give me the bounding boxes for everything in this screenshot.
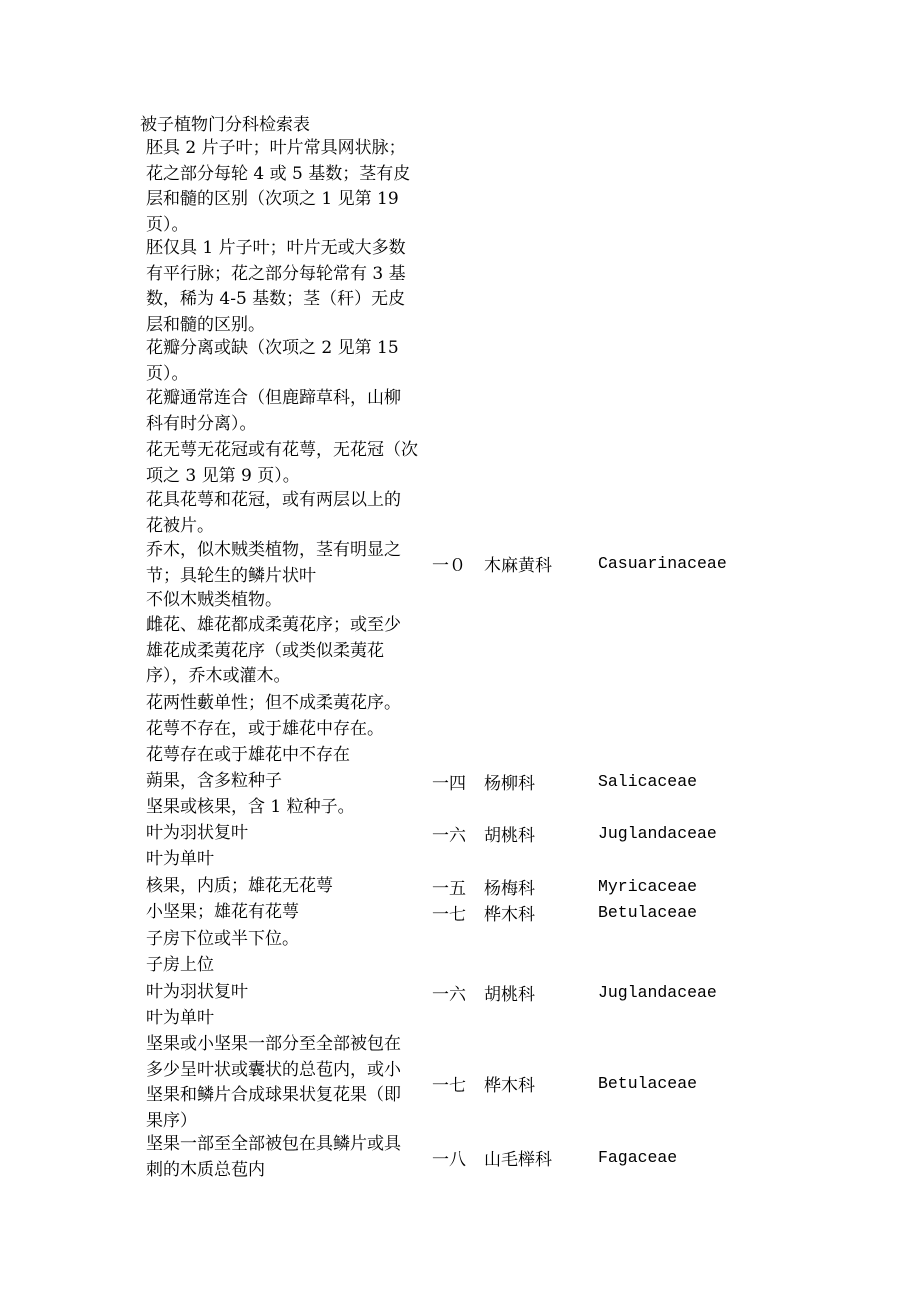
family-chinese-name: 山毛榉科 — [484, 1150, 552, 1170]
description-line: 序），乔木或灌木。 — [146, 666, 291, 686]
family-latin-name: Myricaceae — [598, 877, 698, 897]
key-description — [146, 438, 430, 489]
family-number: 一六 — [432, 985, 466, 1006]
key-description — [146, 795, 430, 821]
key-description — [146, 953, 430, 979]
family-number: 一六 — [432, 826, 466, 847]
key-row — [146, 588, 846, 614]
key-row — [146, 236, 846, 338]
description-line: 叶为单叶 — [146, 849, 214, 869]
description-line: 蒴果，含多粒种子 — [146, 771, 282, 791]
key-description — [146, 136, 430, 238]
description-line: 花两性藪单性；但不成柔荑花序。 — [146, 693, 401, 713]
family-chinese-name: 桦木科 — [484, 1075, 535, 1096]
key-description — [146, 743, 430, 769]
key-row — [146, 769, 846, 795]
description-line: 果序） — [146, 1110, 197, 1131]
key-description — [146, 1032, 430, 1134]
description-line: 页）。 — [146, 214, 189, 235]
description-line: 雌花、雄花都成柔荑花序；或至少 — [146, 615, 401, 635]
key-row — [146, 743, 846, 769]
key-description — [146, 847, 430, 873]
key-row — [146, 538, 846, 589]
family-chinese-name: 胡桃科 — [484, 985, 535, 1006]
key-description — [146, 900, 430, 926]
key-description — [146, 874, 430, 900]
key-description — [146, 821, 430, 847]
description-line: 节；具轮生的鳞片状叶 — [146, 565, 316, 586]
key-description — [146, 769, 430, 795]
description-line: 雄花成柔荑花序（或类似柔荑花 — [146, 640, 384, 661]
family-chinese-name: 木麻黄科 — [484, 556, 552, 576]
description-line: 花之部分每轮 4 或 5 基数；茎有皮 — [146, 163, 411, 184]
description-line: 花瓣分离或缺（次项之 2 见第 15 — [146, 338, 399, 358]
description-line: 核果，内质；雄花无花萼 — [146, 876, 333, 896]
document-title: 被子植物门分科检索表 — [140, 115, 310, 135]
key-description — [146, 717, 430, 743]
description-line: 坚果或小坚果一部分至全部被包在 — [146, 1034, 401, 1054]
family-latin-name: Juglandaceae — [598, 824, 717, 844]
description-line: 坚果一部至全部被包在具鳞片或具 — [146, 1134, 401, 1154]
description-line: 花无萼无花冠或有花萼，无花冠（次 — [146, 440, 418, 460]
key-row — [146, 488, 846, 539]
family-number: 一七 — [432, 905, 466, 926]
key-description — [146, 927, 430, 953]
key-row — [146, 386, 846, 437]
description-line: 数，稀为 4-5 基数；茎（秆）无皮 — [146, 289, 406, 309]
description-line: 花瓣通常连合（但鹿蹄草科，山柳 — [146, 388, 401, 408]
description-line: 胚具 2 片子叶；叶片常具网状脉； — [146, 138, 406, 158]
description-line: 胚仅具 1 片子叶；叶片无或大多数 — [146, 238, 406, 258]
key-description — [146, 588, 430, 614]
description-line: 坚果或核果，含 1 粒种子。 — [146, 797, 355, 817]
key-description — [146, 1006, 430, 1032]
description-line: 叶为单叶 — [146, 1008, 214, 1028]
description-line: 小坚果；雄花有花萼 — [146, 902, 299, 922]
description-line: 层和髓的区别。 — [146, 314, 265, 335]
key-description — [146, 488, 430, 539]
family-latin-name: Juglandaceae — [598, 983, 717, 1003]
description-line: 坚果和鳞片合成球果状复花果（即 — [146, 1085, 401, 1105]
family-chinese-name: 杨梅科 — [484, 879, 535, 900]
key-description — [146, 691, 430, 717]
key-row — [146, 1032, 846, 1134]
key-row — [146, 136, 846, 238]
description-line: 项之 3 见第 9 页）。 — [146, 465, 300, 486]
family-latin-name: Betulaceae — [598, 903, 698, 923]
description-line: 页）。 — [146, 363, 189, 384]
family-latin-name: Casuarinaceae — [598, 554, 727, 573]
key-row — [146, 821, 846, 847]
key-row — [146, 438, 846, 489]
family-number: 一八 — [432, 1150, 466, 1170]
description-line: 刺的木质总苞内 — [146, 1159, 265, 1180]
description-line: 花萼存在或于雄花中不存在 — [146, 745, 350, 765]
key-row — [146, 927, 846, 953]
key-row — [146, 691, 846, 717]
description-line: 科有时分离）。 — [146, 413, 257, 434]
key-row — [146, 953, 846, 979]
description-line: 层和髓的区别（次项之 1 见第 19 — [146, 189, 399, 209]
key-description — [146, 538, 430, 589]
description-line: 多少呈叶状或囊状的总苞内，或小 — [146, 1059, 401, 1080]
key-row — [146, 336, 846, 387]
description-line: 花被片。 — [146, 515, 214, 536]
key-description — [146, 386, 430, 437]
key-row — [146, 874, 846, 900]
key-row — [146, 717, 846, 743]
description-line: 花萼不存在，或于雄花中存在。 — [146, 719, 384, 739]
key-description — [146, 236, 430, 338]
family-chinese-name: 杨柳科 — [484, 774, 535, 795]
family-number: 一四 — [432, 774, 466, 795]
key-row — [146, 1132, 846, 1183]
description-line: 不似木贼类植物。 — [146, 590, 282, 610]
key-description — [146, 980, 430, 1006]
family-latin-name: Salicaceae — [598, 772, 698, 792]
key-row — [146, 795, 846, 821]
family-number: 一０ — [432, 556, 466, 576]
family-chinese-name: 胡桃科 — [484, 826, 535, 847]
description-line: 子房下位或半下位。 — [146, 929, 299, 949]
family-number: 一七 — [432, 1075, 466, 1096]
family-chinese-name: 桦木科 — [484, 905, 535, 926]
key-description — [146, 1132, 430, 1183]
key-description — [146, 336, 430, 387]
description-line: 有平行脉；花之部分每轮常有 3 基 — [146, 263, 406, 284]
key-row — [146, 980, 846, 1006]
key-row — [146, 613, 846, 690]
family-latin-name: Betulaceae — [598, 1073, 698, 1093]
description-line: 叶为羽状复叶 — [146, 982, 248, 1002]
description-line: 子房上位 — [146, 955, 214, 975]
key-row — [146, 900, 846, 926]
key-row — [146, 1006, 846, 1032]
description-line: 花具花萼和花冠，或有两层以上的 — [146, 490, 401, 510]
key-row — [146, 847, 846, 873]
family-latin-name: Fagaceae — [598, 1148, 678, 1167]
key-description — [146, 613, 430, 690]
family-number: 一五 — [432, 879, 466, 900]
description-line: 叶为羽状复叶 — [146, 823, 248, 843]
description-line: 乔木，似木贼类植物，茎有明显之 — [146, 540, 401, 560]
